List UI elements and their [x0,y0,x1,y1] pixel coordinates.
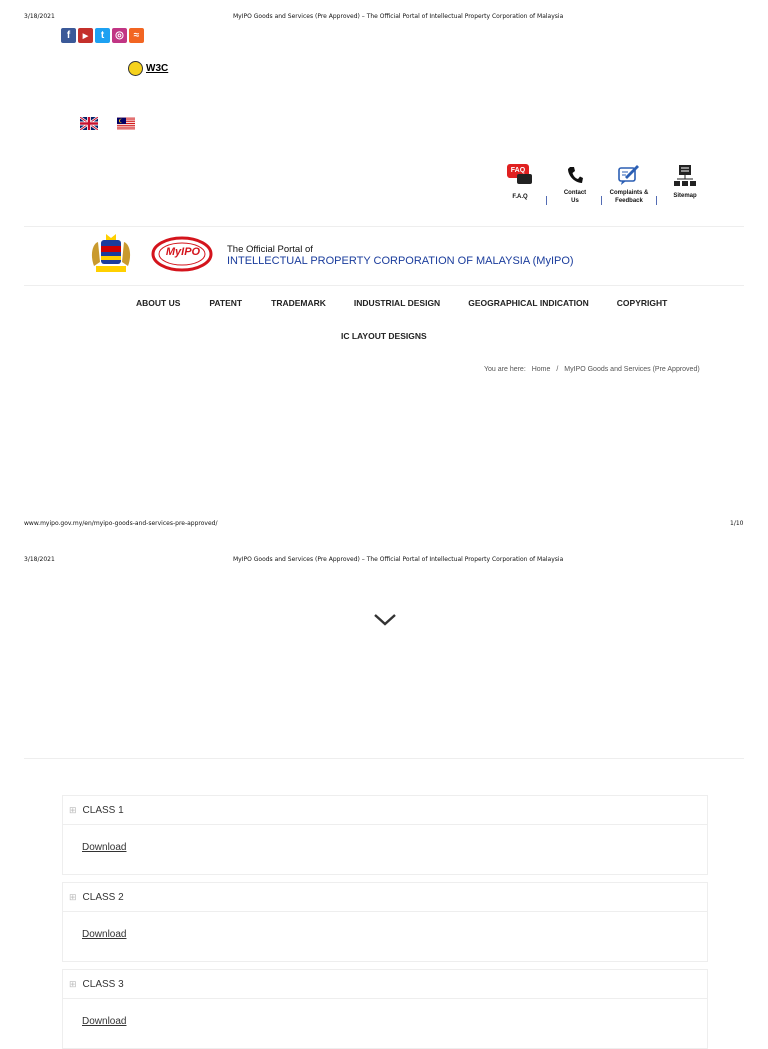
print-doc-title: MyIPO Goods and Services (Pre Approved) – The Official Portal of Intellectual Property Corporation of Malaysia [233,556,564,563]
breadcrumb [484,366,704,373]
accordion-header[interactable] [62,795,708,825]
print-url: www.myipo.gov.my/en/myipo-goods-and-services-pre-approved/ [24,520,218,527]
accordion-header[interactable] [62,882,708,912]
print-page-number: 1/10 [730,520,744,527]
complaints-link[interactable] [607,164,651,205]
divider [24,758,744,759]
feedback-icon [617,164,641,186]
sitemap-icon [673,164,697,188]
divider [24,226,744,227]
nav-item-ic-layout-designs[interactable]: IC LAYOUT DESIGNS [341,331,427,341]
main-nav [136,298,667,308]
contact-link[interactable] [560,164,590,205]
coat-of-arms-logo[interactable] [84,232,138,278]
download-link[interactable]: Download [82,929,127,940]
facebook-icon[interactable]: f [61,28,76,43]
accordion-title: CLASS 3 [82,978,124,990]
accordion-title: CLASS 2 [82,891,124,903]
accordion-title: CLASS 1 [82,804,124,816]
faq-link[interactable] [505,164,535,201]
separator: | [600,196,604,206]
sitemap-link[interactable] [669,164,701,200]
print-date: 3/18/2021 [24,13,55,20]
sitemap-label: Sitemap [673,193,697,199]
myipo-logo[interactable] [151,235,213,277]
breadcrumb-home[interactable]: Home [531,366,551,373]
logo-line1: The Official Portal of [227,244,313,255]
download-link[interactable]: Download [82,842,127,853]
divider [24,285,744,286]
faq-icon [507,164,533,184]
accordion-panel [62,999,708,1049]
faq-badge: FAQ [507,164,529,178]
breadcrumb-current: MyIPO Goods and Services (Pre Approved) [564,366,700,373]
breadcrumb-divider: / [556,366,559,373]
print-date: 3/18/2021 [24,556,55,563]
nav-item-industrial-design[interactable]: INDUSTRIAL DESIGN [353,298,441,308]
breadcrumb-prefix: You are here: [484,366,526,373]
flag-uk-icon[interactable] [80,115,98,134]
nav-item-patent[interactable]: PATENT [209,298,243,308]
myipo-mark: MyIPO [165,246,201,258]
nav-item-copyright[interactable]: COPYRIGHT [616,298,668,308]
nav-item-trademark[interactable]: TRADEMARK [271,298,326,308]
chevron-down-icon[interactable] [373,612,397,631]
nav-item-about-us[interactable]: ABOUT US [136,298,181,308]
logo-line2: INTELLECTUAL PROPERTY CORPORATION OF MALAYSIA (MyIPO) [227,255,574,267]
separator: | [545,196,549,206]
w3c-link[interactable] [128,61,168,76]
print-doc-title: MyIPO Goods and Services (Pre Approved) – The Official Portal of Intellectual Property Corporation of Malaysia [233,13,564,20]
rss-icon[interactable]: ≈ [129,28,144,43]
instagram-icon[interactable]: ◎ [112,28,127,43]
faq-label: F.A.Q [512,194,528,200]
accordion-panel [62,825,708,875]
accordion-panel [62,912,708,962]
separator: | [655,196,659,206]
accordion-header[interactable] [62,969,708,999]
plus-icon: ⊞ [69,891,77,902]
complaints-label: Complaints & Feedback [609,190,649,204]
plus-icon: ⊞ [69,804,77,815]
phone-icon [564,164,586,186]
contact-label: Contact Us [563,190,587,204]
twitter-icon[interactable]: t [95,28,110,43]
plus-icon: ⊞ [69,978,77,989]
youtube-icon[interactable]: ▶ [78,28,93,43]
social-icons [61,28,144,43]
accessibility-icon [128,61,143,76]
flag-malaysia-icon[interactable] [117,115,135,134]
nav-item-geographical-indication[interactable]: GEOGRAPHICAL INDICATION [468,298,589,308]
w3c-label: W3C [146,63,169,74]
download-link[interactable]: Download [82,1016,127,1027]
